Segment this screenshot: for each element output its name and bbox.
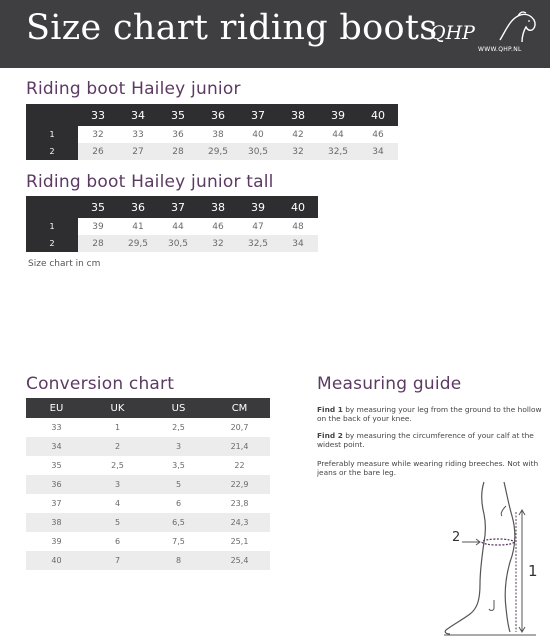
- table-corner: [26, 104, 78, 126]
- table-cell: 7: [87, 551, 148, 570]
- table2-title: Riding boot Hailey junior tall: [26, 172, 274, 192]
- table-row: [26, 513, 270, 532]
- leg-outline: [445, 482, 485, 634]
- find2-label: Find 2: [317, 431, 343, 440]
- table-row: [26, 532, 270, 551]
- table-row: [26, 551, 270, 570]
- size-note: Size chart in cm: [28, 259, 101, 269]
- table-cell: 44: [318, 126, 358, 143]
- table-cell: 2,5: [87, 456, 148, 475]
- table-cell: 5: [87, 513, 148, 532]
- horse-head-icon: [496, 10, 540, 44]
- column-header: EU: [26, 398, 87, 418]
- table-header-row: [26, 196, 318, 218]
- find1-label: Find 1: [317, 405, 343, 414]
- table-cell: 34: [358, 143, 398, 160]
- conversion-table: [26, 398, 270, 570]
- table-cell: 3,5: [148, 456, 209, 475]
- ankle-mark: [489, 600, 494, 610]
- table-cell: 32,5: [318, 143, 358, 160]
- table-cell: 1: [87, 418, 148, 437]
- table-row: [26, 235, 318, 252]
- table-cell: 39: [26, 532, 87, 551]
- table-cell: 47: [238, 218, 278, 235]
- table-cell: 29,5: [118, 235, 158, 252]
- conversion-title: Conversion chart: [26, 374, 175, 394]
- table-cell: 22: [209, 456, 270, 475]
- table-cell: 37: [26, 494, 87, 513]
- table-row: [26, 475, 270, 494]
- table-cell: 30,5: [238, 143, 278, 160]
- size-table-junior-tall: [26, 196, 318, 252]
- leg-outline-back: [504, 482, 515, 632]
- label-two: 2: [452, 530, 461, 545]
- leg-measurement-illustration: [440, 480, 540, 637]
- row-label: 2: [26, 143, 78, 160]
- table-row: [26, 437, 270, 456]
- table-row: [26, 418, 270, 437]
- size-table-junior: [26, 104, 398, 160]
- table-cell: 33: [26, 418, 87, 437]
- table-cell: 6: [87, 532, 148, 551]
- table-cell: 27: [118, 143, 158, 160]
- guide-find1: [317, 405, 542, 423]
- table1-title: Riding boot Hailey junior: [26, 79, 241, 99]
- table-cell: 32,5: [238, 235, 278, 252]
- table-cell: 38: [198, 126, 238, 143]
- table-row: [26, 494, 270, 513]
- table-row: [26, 456, 270, 475]
- column-header: US: [148, 398, 209, 418]
- size-header: 36: [118, 196, 158, 218]
- table-cell: 34: [278, 235, 318, 252]
- table-cell: 32: [198, 235, 238, 252]
- table-cell: 46: [198, 218, 238, 235]
- table-cell: 44: [158, 218, 198, 235]
- qhp-logo: [430, 10, 540, 60]
- table-cell: 33: [118, 126, 158, 143]
- table-cell: 39: [78, 218, 118, 235]
- table-cell: 41: [118, 218, 158, 235]
- size-header: 40: [358, 104, 398, 126]
- row-label: 2: [26, 235, 78, 252]
- table-cell: 32: [278, 143, 318, 160]
- table-cell: 29,5: [198, 143, 238, 160]
- size-header: 38: [198, 196, 238, 218]
- table-cell: 3: [87, 475, 148, 494]
- size-header: 40: [278, 196, 318, 218]
- page-title: Size chart riding boots: [26, 8, 438, 48]
- table-row: [26, 218, 318, 235]
- size-header: 39: [318, 104, 358, 126]
- table-cell: 2,5: [148, 418, 209, 437]
- table-corner: [26, 196, 78, 218]
- table-cell: 34: [26, 437, 87, 456]
- table-header-row: [26, 398, 270, 418]
- table-cell: 23,8: [209, 494, 270, 513]
- table-cell: 4: [87, 494, 148, 513]
- guide-tip: Preferably measure while wearing riding breeches. Not with jeans or the bare leg.: [317, 459, 539, 477]
- size-header: 39: [238, 196, 278, 218]
- row-label: 1: [26, 218, 78, 235]
- size-header: 38: [278, 104, 318, 126]
- calf-circumference: [482, 539, 514, 545]
- table-row: [26, 143, 398, 160]
- table-cell: 32: [78, 126, 118, 143]
- table-cell: 7,5: [148, 532, 209, 551]
- table-cell: 48: [278, 218, 318, 235]
- table-cell: 20,7: [209, 418, 270, 437]
- header-banner: [0, 0, 550, 68]
- table-cell: 46: [358, 126, 398, 143]
- table-cell: 22,9: [209, 475, 270, 494]
- find2-text: by measuring the circumference of your calf at the widest point.: [317, 431, 534, 449]
- size-header: 35: [158, 104, 198, 126]
- size-header: 33: [78, 104, 118, 126]
- table-cell: 24,3: [209, 513, 270, 532]
- column-header: UK: [87, 398, 148, 418]
- table-cell: 6: [148, 494, 209, 513]
- table-cell: 30,5: [158, 235, 198, 252]
- table-cell: 21,4: [209, 437, 270, 456]
- table-cell: 28: [78, 235, 118, 252]
- table-cell: 26: [78, 143, 118, 160]
- table-cell: 6,5: [148, 513, 209, 532]
- logo-url: WWW.QHP.NL: [478, 46, 522, 53]
- find1-text: by measuring your leg from the ground to the hollow on the back of your knee.: [317, 405, 542, 423]
- row-label: 1: [26, 126, 78, 143]
- table-cell: 38: [26, 513, 87, 532]
- table-cell: 25,1: [209, 532, 270, 551]
- table-cell: 42: [278, 126, 318, 143]
- size-header: 37: [238, 104, 278, 126]
- table-cell: 35: [26, 456, 87, 475]
- size-header: 36: [198, 104, 238, 126]
- size-header: 34: [118, 104, 158, 126]
- table-cell: 8: [148, 551, 209, 570]
- table-row: [26, 126, 398, 143]
- table-cell: 40: [238, 126, 278, 143]
- table-cell: 36: [26, 475, 87, 494]
- table-header-row: [26, 104, 398, 126]
- size-header: 35: [78, 196, 118, 218]
- table-cell: 5: [148, 475, 209, 494]
- size-header: 37: [158, 196, 198, 218]
- guide-find2: [317, 431, 542, 449]
- logo-text: QHP: [430, 22, 475, 44]
- table-cell: 2: [87, 437, 148, 456]
- knee-hollow: [501, 506, 506, 516]
- table-cell: 3: [148, 437, 209, 456]
- table-cell: 36: [158, 126, 198, 143]
- table-cell: 40: [26, 551, 87, 570]
- table-cell: 25,4: [209, 551, 270, 570]
- label-one: 1: [528, 562, 538, 580]
- column-header: CM: [209, 398, 270, 418]
- table-cell: 28: [158, 143, 198, 160]
- guide-title: Measuring guide: [317, 374, 462, 394]
